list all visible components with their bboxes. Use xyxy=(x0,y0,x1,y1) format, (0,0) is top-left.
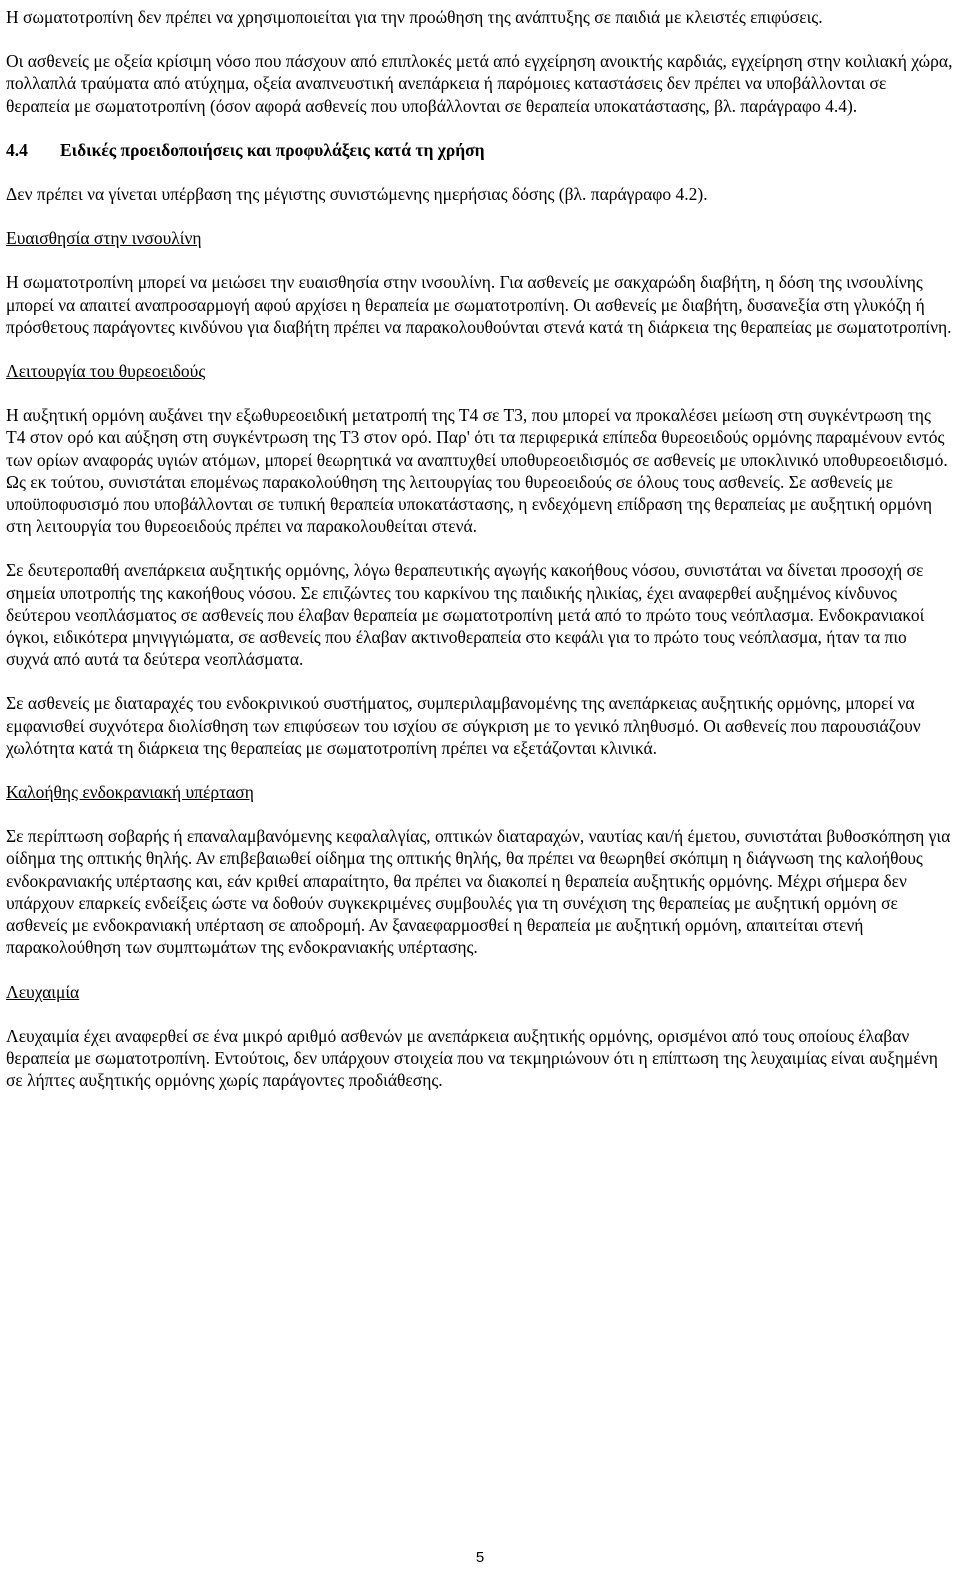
paragraph-epiphyses: Η σωματοτροπίνη δεν πρέπει να χρησιμοποιείται για την προώθηση της ανάπτυξης σε παιδιά με κλειστές επιφύσεις. xyxy=(6,7,823,27)
paragraph-secondary-deficiency: Σε δευτεροπαθή ανεπάρκεια αυξητικής ορμόνης, λόγω θεραπευτικής αγωγής κακοήθους νόσου, συνιστάται να δίνεται προσοχή σε σημεία υποτροπής της κακοήθους νόσου. Σε επιζώντες του καρκίνου της παιδικής ηλικίας, έχει αναφερθεί αυξημένος κίνδυνος δεύτερου νεοπλάσματος σε ασθενείς που έλαβαν θεραπεία με σωματοτροπίνη μετά από το πρώτο τους νεόπλασμα. Ενδοκρανιακοί όγκοι, ειδικότερα μηνιγγιώματα, σε ασθενείς που έλαβαν ακτινοθεραπεία στο κεφάλι για το πρώτο τους νεόπλασμα, ήταν τα πιο συχνά από αυτά τα δεύτερα νεοπλάσματα. xyxy=(6,560,925,670)
paragraph-insulin: Η σωματοτροπίνη μπορεί να μειώσει την ευαισθησία στην ινσουλίνη. Για ασθενείς με σακχαρώδη διαβήτη, η δόση της ινσουλίνης μπορεί να απαιτεί αναπροσαρμογή αφού αρχίσει η θεραπεία με σωματοτροπίνη. Οι ασθενείς με διαβήτη, δυσανεξία στη γλυκόζη ή πρόσθετους παράγοντες κινδύνου για διαβήτη πρέπει να παρακολουθούνται στενά κατά τη διάρκεια της θεραπείας με σωματοτροπίνη. xyxy=(6,272,952,337)
paragraph-max-dose: Δεν πρέπει να γίνεται υπέρβαση της μέγιστης συνιστώμενης ημερήσιας δόσης (βλ. παράγραφο 4.2). xyxy=(6,184,708,205)
subheading-insulin-sensitivity: Ευαισθησία στην ινσουλίνη xyxy=(6,228,202,249)
section-number: 4.4 xyxy=(6,139,28,160)
document-page xyxy=(6,6,954,1113)
page-number: 5 xyxy=(475,1549,485,1566)
subheading-intracranial-hypertension: Καλοήθης ενδοκρανιακή υπέρταση xyxy=(6,782,254,803)
paragraph-intracranial: Σε περίπτωση σοβαρής ή επαναλαμβανόμενης κεφαλαλγίας, οπτικών διαταραχών, ναυτίας και/ή έμετου, συνιστάται βυθοσκόπηση για οίδημα της οπτικής θηλής. Αν επιβεβαιωθεί οίδημα της οπτικής θηλής, θα πρέπει να θεωρηθεί σκόπιμη η διάγνωση της καλοήθους ενδοκρανιακής υπέρτασης και, εάν κριθεί απαραίτητο, θα πρέπει να διακοπεί η θεραπεία αυξητικής ορμόνης. Μέχρι σήμερα δεν υπάρχουν επαρκείς ενδείξεις ώστε να δοθούν συγκεκριμένες συμβουλές για τη συνέχιση της θεραπείας με αυξητική ορμόνη σε ασθενείς με ενδοκρανιακή υπέρταση σε αποδρομή. Αν ξαναεφαρμοσθεί η θεραπεία με αυξητική ορμόνη, απαιτείται στενή παρακολούθηση των συμπτωμάτων της ενδοκρανιακής υπέρτασης. xyxy=(6,826,951,958)
section-title: Ειδικές προειδοποιήσεις και προφυλάξεις κατά τη χρήση xyxy=(60,139,485,160)
paragraph-endocrine-disorders: Σε ασθενείς με διαταραχές του ενδοκρινικού συστήματος, συμπεριλαμβανομένης της ανεπάρκειας αυξητικής ορμόνης, μπορεί να εμφανισθεί συχνότερα διολίσθηση των επιφύσεων του ισχίου σε σύγκριση με το γενικό πληθυσμό. Οι ασθενείς που παρουσιάζουν χωλότητα κατά τη διάρκεια της θεραπείας με σωματοτροπίνη πρέπει να εξετάζονται κλινικά. xyxy=(6,693,921,758)
paragraph-acute-illness: Οι ασθενείς με οξεία κρίσιμη νόσο που πάσχουν από επιπλοκές μετά από εγχείρηση ανοικτής καρδιάς, εγχείρηση στην κοιλιακή χώρα, πολλαπλά τραύματα από ατύχημα, οξεία αναπνευστική ανεπάρκεια ή παρόμοιες καταστάσεις δεν πρέπει να υποβάλλονται σε θεραπεία με σωματοτροπίνη (όσον αφορά ασθενείς που υποβάλλονται σε θεραπεία υποκατάστασης, βλ. παράγραφο 4.4). xyxy=(6,51,953,116)
subheading-leukaemia: Λευχαιμία xyxy=(6,981,80,1002)
paragraph-thyroid: Η αυξητική ορμόνη αυξάνει την εξωθυρεοειδική μετατροπή της Τ4 σε Τ3, που μπορεί να προκαλέσει μείωση στη συγκέντρωση της Τ4 στον ορό και αύξηση στη συγκέντρωση της Τ3 στον ορό. Παρ' ότι τα περιφερικά επίπεδα θυρεοειδούς ορμόνης παραμένουν εντός των ορίων αναφοράς υγιών ατόμων, μπορεί θεωρητικά να αναπτυχθεί υποθυρεοειδισμός σε ασθενείς με υποκλινικό υποθυρεοειδισμό. Ως εκ τούτου, συνιστάται επομένως παρακολούθηση της λειτουργίας του θυρεοειδούς σε όλους τους ασθενείς. Σε ασθενείς με υποϋποφυσισμό που υποβάλλονται σε τυπική θεραπεία υποκατάστασης, η ενδεχόμενη επίδραση της θεραπείας με αυξητική ορμόνη στη λειτουργία του θυρεοειδούς πρέπει να παρακολουθείται στενά. xyxy=(6,405,948,537)
paragraph-leukaemia: Λευχαιμία έχει αναφερθεί σε ένα μικρό αριθμό ασθενών με ανεπάρκεια αυξητικής ορμόνης, ορισμένοι από τους οποίους έλαβαν θεραπεία με σωματοτροπίνη. Εντούτοις, δεν υπάρχουν στοιχεία που να τεκμηριώνουν ότι η επίπτωση της λευχαιμίας είναι αυξημένη σε λήπτες αυξητικής ορμόνης χωρίς παράγοντες προδιάθεσης. xyxy=(6,1025,938,1091)
section-heading xyxy=(6,139,954,161)
subheading-thyroid-function: Λειτουργία του θυρεοειδούς xyxy=(6,361,206,382)
